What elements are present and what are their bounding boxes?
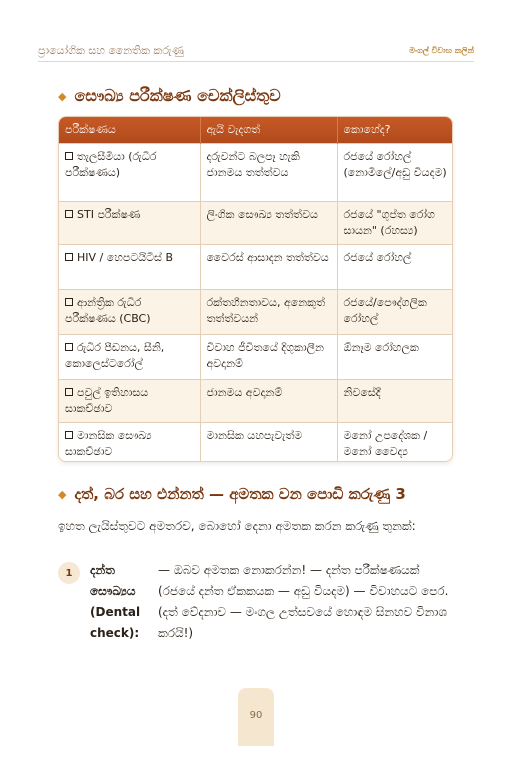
reason-cell: විවාහ ජීවිතයේ දිගුකාලීන අවදානම් (200, 334, 337, 379)
reason-cell: ජානමය අවදානම් (200, 379, 337, 422)
section-heading (58, 485, 406, 503)
test-name: රුධිර පීඩනය, සීනි, කොලෙස්ටරෝල් (65, 340, 165, 370)
list-item (58, 560, 453, 644)
table-row (59, 289, 453, 334)
column-header: ඇයි වැදගත් (200, 117, 337, 143)
reason-cell: රක්තහීනතාවය, අනෙකුත් තත්ත්වයන් (200, 289, 337, 334)
table-header-row (59, 117, 453, 143)
reason-cell: වෛරස් ආසාදන තත්ත්වය (200, 244, 337, 289)
item-term: දන්ත සෞඛ්‍යය (Dental check): (90, 563, 141, 640)
table-row (59, 201, 453, 244)
test-name: STI පරීක්ෂණ (77, 207, 141, 221)
reason-cell: දරුවන්ට බලපෑ හැකි ජානමය තත්ත්වය (200, 143, 337, 201)
section-title: සෞඛ්‍ය පරීක්ෂණ චෙක්ලිස්තුව (74, 86, 281, 105)
test-cell (59, 334, 200, 379)
test-name: පවුල් ඉතිහාසය සාකච්ඡාව (65, 385, 149, 415)
table-row (59, 422, 453, 462)
item-number-badge: 1 (58, 562, 80, 584)
book-title: මංගල් විවාහ කලින් (409, 45, 474, 55)
where-cell: රජයේ රෝහල් (නොමිලේ/අඩු වියදම) (337, 143, 453, 201)
test-name: මානසික සෞඛ්‍ය සාකච්ඡාව (65, 428, 152, 458)
checkbox-icon (65, 152, 73, 160)
where-cell: මනෝ උපදේශක / මනෝ වෛද්‍ය (337, 422, 453, 462)
checkbox-icon (65, 343, 73, 351)
item-description: — ඔබව අමතක නොකරන්න! — දන්ත පරීක්ෂණයක් (රජයේ දන්ත ඒකකයක — අඩු වියදම) — විවාහයට පෙර. (දත් වේදනාව — මංගල උත්සවයේ හොඳම සිනහව විනාශ කරයි!) (158, 563, 449, 640)
page-number: 90 (238, 688, 274, 746)
test-name: ආන්ත්‍රික රුධිර පරීක්ෂණය (CBC) (65, 295, 151, 325)
where-cell: රජයේ/පෞද්ගලික රෝහල් (337, 289, 453, 334)
test-cell (59, 379, 200, 422)
where-cell: ඕනෑම රෝහලක (337, 334, 453, 379)
checkbox-icon (65, 431, 73, 439)
test-cell (59, 244, 200, 289)
table-row (59, 244, 453, 289)
checkbox-icon (65, 298, 73, 306)
column-header: පරීක්ෂණය (59, 117, 200, 143)
diamond-bullet-icon: ◆ (58, 487, 67, 501)
reason-cell: ලිංගික සෞඛ්‍ය තත්ත්වය (200, 201, 337, 244)
checkbox-icon (65, 388, 73, 396)
test-cell (59, 289, 200, 334)
running-header (38, 40, 474, 62)
where-cell: රජයේ රෝහල් (337, 244, 453, 289)
checkbox-icon (65, 210, 73, 218)
section-title: දත්, බර සහ එන්නත් — අමතක වන පොඩි කරුණු 3 (74, 485, 406, 503)
table-row (59, 143, 453, 201)
where-cell: නිවසේදී (337, 379, 453, 422)
test-name: HIV / හෙපටයිටිස් B (77, 250, 174, 264)
chapter-title: ප්‍රායෝගික සහ නෛතික කරුණු (38, 43, 184, 57)
reason-cell: මානසික යහපැවැත්ම (200, 422, 337, 462)
table-row (59, 379, 453, 422)
table-row (59, 334, 453, 379)
test-cell (59, 143, 200, 201)
section-heading (58, 86, 281, 106)
test-name: තැලසීමියා (රුධිර පරීක්ෂණය) (65, 149, 157, 179)
test-cell (59, 201, 200, 244)
test-cell (59, 422, 200, 462)
checklist-table (58, 116, 453, 462)
diamond-bullet-icon: ◆ (58, 89, 67, 103)
checkbox-icon (65, 253, 73, 261)
column-header: කොහේද? (343, 122, 391, 136)
intro-paragraph: ඉහත ලැයිස්තුවට අමතරව, බොහෝ දෙනා අමතක කරන කරුණු තුනක්: (58, 519, 416, 533)
where-cell: රජයේ "ගුප්ත රෝග සායන" (රහස්‍ය) (337, 201, 453, 244)
